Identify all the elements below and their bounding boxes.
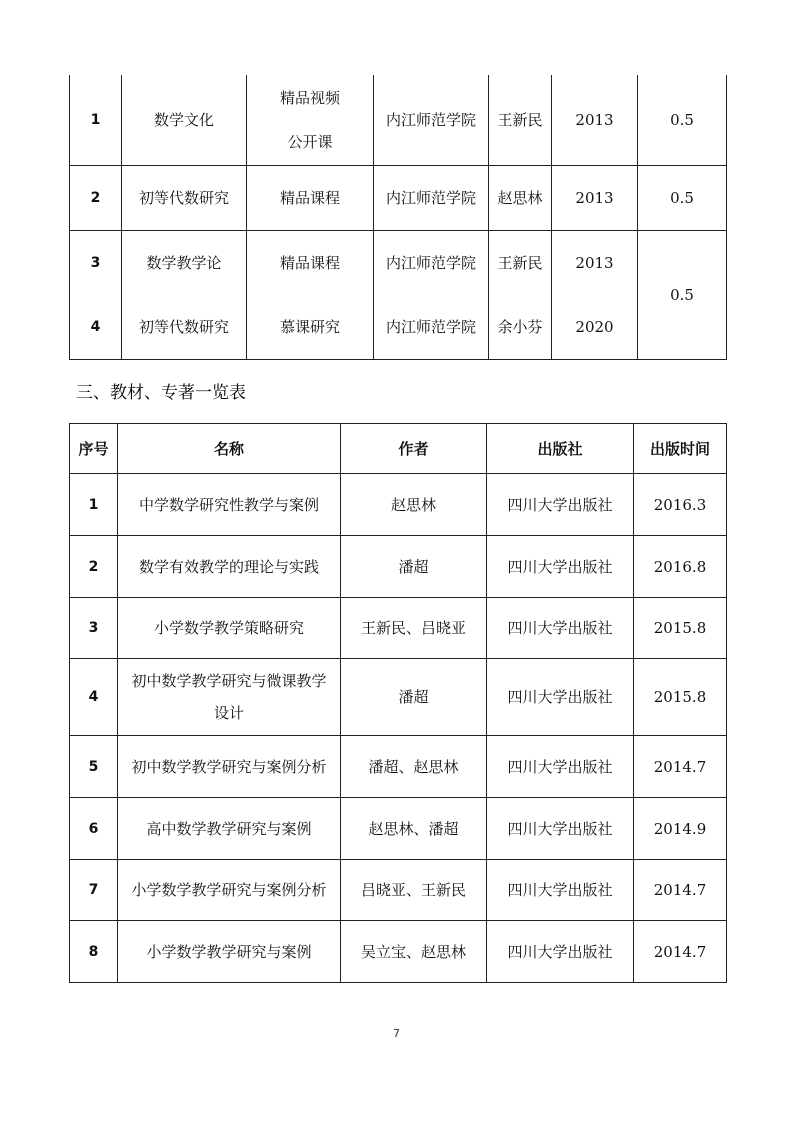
course-year-3: 2013 (575, 253, 614, 272)
book-name-line: 设计 (213, 704, 244, 722)
course-school-3: 内江师范学院 (385, 253, 476, 272)
book-date: 2016.8 (634, 536, 727, 598)
row-number: 4 (70, 659, 118, 736)
course-credit: 0.5 (638, 165, 727, 230)
course-person-3: 王新民 (497, 253, 543, 272)
row-number-4: 4 (90, 318, 101, 335)
book-author: 潘超、赵思林 (341, 736, 487, 798)
table-row (70, 659, 727, 736)
book-publisher: 四川大学出版社 (487, 474, 634, 536)
course-school: 内江师范学院 (374, 165, 489, 230)
header-name: 名称 (118, 424, 341, 474)
book-name: 高中数学教学研究与案例 (118, 798, 341, 860)
course-table (69, 75, 727, 360)
header-publisher: 出版社 (487, 424, 634, 474)
course-year (552, 230, 638, 359)
header-index: 序号 (70, 424, 118, 474)
course-school: 内江师范学院 (374, 75, 489, 165)
book-author: 赵思林 (341, 474, 487, 536)
course-year: 2013 (552, 165, 638, 230)
course-name: 初等代数研究 (122, 165, 247, 230)
book-date: 2014.7 (634, 921, 727, 983)
book-name: 小学数学教学研究与案例分析 (118, 860, 341, 921)
course-name-3: 数学教学论 (146, 253, 222, 272)
course-person: 赵思林 (489, 165, 552, 230)
course-type: 精品课程 (247, 165, 374, 230)
row-number: 7 (70, 860, 118, 921)
table-row (70, 230, 727, 359)
book-publisher: 四川大学出版社 (487, 598, 634, 659)
course-person: 王新民 (489, 75, 552, 165)
book-name: 小学数学教学研究与案例 (118, 921, 341, 983)
book-name: 小学数学教学策略研究 (118, 598, 341, 659)
header-date: 出版时间 (634, 424, 727, 474)
course-credit-3: 0.5 (670, 285, 694, 304)
course-type (247, 230, 374, 359)
row-number (70, 230, 122, 359)
row-number: 3 (70, 598, 118, 659)
course-year: 2013 (552, 75, 638, 165)
books-table (69, 423, 727, 983)
book-date: 2014.7 (634, 860, 727, 921)
book-date: 2014.7 (634, 736, 727, 798)
row-number: 1 (70, 75, 122, 165)
header-author: 作者 (341, 424, 487, 474)
book-publisher: 四川大学出版社 (487, 860, 634, 921)
book-name (118, 659, 341, 736)
section-title: 三、教材、专著一览表 (76, 383, 246, 403)
course-name: 数学文化 (122, 75, 247, 165)
book-author: 吕晓亚、王新民 (341, 860, 487, 921)
book-publisher: 四川大学出版社 (487, 536, 634, 598)
table-row (70, 736, 727, 798)
course-name (122, 230, 247, 359)
course-type-3: 精品课程 (279, 253, 340, 272)
row-number: 1 (70, 474, 118, 536)
course-type-4: 慕课研究 (279, 317, 340, 336)
row-number: 8 (70, 921, 118, 983)
course-person (489, 230, 552, 359)
course-credit: 0.5 (638, 75, 727, 165)
row-number: 2 (70, 165, 122, 230)
course-person-4: 余小芬 (497, 317, 543, 336)
course-school-4: 内江师范学院 (385, 317, 476, 336)
book-author: 赵思林、潘超 (341, 798, 487, 860)
row-number: 2 (70, 536, 118, 598)
book-author: 潘超 (341, 536, 487, 598)
table-row (70, 536, 727, 598)
book-date: 2015.8 (634, 659, 727, 736)
book-date: 2014.9 (634, 798, 727, 860)
book-name: 数学有效教学的理论与实践 (118, 536, 341, 598)
book-publisher: 四川大学出版社 (487, 798, 634, 860)
course-name-4: 初等代数研究 (138, 317, 229, 336)
book-name-line: 初中数学教学研究与微课教学 (131, 672, 327, 690)
course-type-line: 精品视频 (279, 88, 340, 107)
book-name: 中学数学研究性教学与案例 (118, 474, 341, 536)
book-author: 吴立宝、赵思林 (341, 921, 487, 983)
course-type (247, 75, 374, 165)
book-author: 潘超 (341, 659, 487, 736)
course-school (374, 230, 489, 359)
course-credit (638, 230, 727, 359)
book-date: 2016.3 (634, 474, 727, 536)
row-number-3: 3 (90, 254, 101, 271)
row-number: 5 (70, 736, 118, 798)
book-name: 初中数学教学研究与案例分析 (118, 736, 341, 798)
table-row (70, 75, 727, 165)
table-row (70, 798, 727, 860)
table-header-row (70, 424, 727, 474)
book-publisher: 四川大学出版社 (487, 921, 634, 983)
book-author: 王新民、吕晓亚 (341, 598, 487, 659)
course-type-line: 公开课 (287, 132, 333, 151)
table-row (70, 598, 727, 659)
table-row (70, 165, 727, 230)
table-row (70, 921, 727, 983)
table-row (70, 860, 727, 921)
course-year-4: 2020 (575, 317, 614, 336)
row-number: 6 (70, 798, 118, 860)
book-publisher: 四川大学出版社 (487, 659, 634, 736)
book-date: 2015.8 (634, 598, 727, 659)
book-publisher: 四川大学出版社 (487, 736, 634, 798)
table-row (70, 474, 727, 536)
page-number: 7 (393, 1027, 400, 1040)
